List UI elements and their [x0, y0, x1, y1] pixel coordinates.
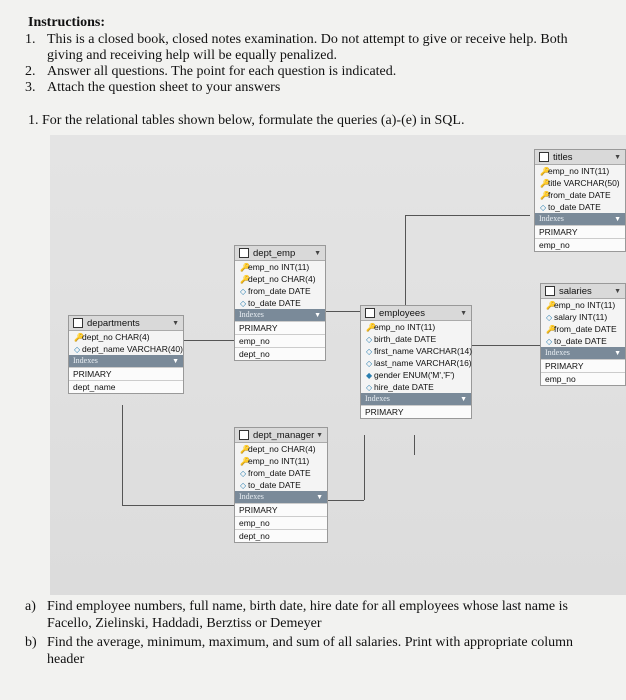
checkbox-icon: [539, 152, 549, 162]
indexes-bar: [69, 355, 183, 367]
key-icon: 🔑: [240, 457, 250, 466]
dropdown-icon: ▼: [316, 431, 323, 439]
key-icon: 🔑: [240, 275, 250, 284]
checkbox-icon: [239, 430, 249, 440]
column-label: title VARCHAR(50): [548, 178, 620, 188]
diamond-icon: ◇: [540, 203, 547, 212]
column-row: [69, 343, 183, 355]
relation-line: [324, 311, 364, 312]
column-row: [69, 331, 183, 343]
relation-line: [122, 505, 234, 506]
table-name: employees: [379, 307, 425, 319]
checkbox-icon: [545, 286, 555, 296]
checkbox-icon: [365, 308, 375, 318]
column-row: [361, 333, 471, 345]
column-label: to_date DATE: [248, 298, 301, 308]
column-row: [235, 285, 325, 297]
instruction-item: [25, 80, 585, 96]
table-name: salaries: [559, 285, 592, 297]
indexes-label: Indexes: [539, 214, 564, 223]
instruction-number: 3.: [25, 80, 36, 95]
dropdown-icon: ▼: [460, 309, 467, 317]
indexes-bar: [235, 309, 325, 321]
table-employees: [360, 305, 472, 419]
indexes-bar: [535, 213, 625, 225]
column-label: from_date DATE: [248, 468, 311, 478]
table-salaries: [540, 283, 626, 386]
diamond-icon: ◇: [240, 481, 247, 490]
column-label: birth_date DATE: [374, 334, 437, 344]
dropdown-icon: ▼: [172, 319, 179, 327]
instructions-title: Instructions:: [28, 15, 106, 30]
index-row: PRIMARY: [541, 359, 625, 372]
column-row: [361, 345, 471, 357]
table-name: departments: [87, 317, 140, 329]
column-label: to_date DATE: [548, 202, 601, 212]
column-row: [535, 189, 625, 201]
index-row: PRIMARY: [361, 405, 471, 418]
diamond-icon: ◇: [366, 383, 373, 392]
column-label: last_name VARCHAR(16): [374, 358, 472, 368]
index-row: PRIMARY: [235, 503, 327, 516]
table-header: [235, 428, 327, 443]
column-row: [541, 311, 625, 323]
key-icon: 🔑: [240, 445, 250, 454]
dropdown-icon: ▼: [314, 249, 321, 257]
key-icon: 🔑: [546, 301, 556, 310]
instruction-number: 2.: [25, 64, 36, 79]
relation-line: [405, 215, 530, 216]
indexes-bar: [361, 393, 471, 405]
index-row: dept_name: [69, 380, 183, 393]
column-label: dept_no CHAR(4): [248, 274, 316, 284]
table-header: [69, 316, 183, 331]
diamond-icon: ◇: [366, 359, 373, 368]
index-row: emp_no: [235, 516, 327, 529]
dropdown-icon: ▼: [172, 357, 179, 365]
question-letter: a): [25, 599, 36, 614]
question-letter: b): [25, 635, 37, 650]
relation-line: [122, 405, 123, 505]
column-label: first_name VARCHAR(14): [374, 346, 473, 356]
key-icon: 🔑: [540, 167, 550, 176]
column-label: emp_no INT(11): [374, 322, 436, 332]
diamond-icon: ◆: [366, 371, 373, 380]
dropdown-icon: ▼: [460, 395, 467, 403]
table-dept-emp: [234, 245, 326, 361]
relation-line: [364, 435, 365, 500]
question-item: [25, 634, 595, 668]
column-row: [235, 479, 327, 491]
index-row: PRIMARY: [235, 321, 325, 334]
column-label: hire_date DATE: [374, 382, 434, 392]
table-departments: [68, 315, 184, 394]
index-row: PRIMARY: [535, 225, 625, 238]
instruction-item: [25, 32, 585, 64]
column-label: emp_no INT(11): [548, 166, 610, 176]
column-label: from_date DATE: [554, 324, 617, 334]
er-diagram: [50, 135, 626, 595]
key-icon: 🔑: [74, 333, 84, 342]
dropdown-icon: ▼: [614, 153, 621, 161]
question-text: Find the average, minimum, maximum, and sum of all salaries. Print with appropriate column header: [47, 635, 574, 667]
column-row: [235, 443, 327, 455]
index-row: dept_no: [235, 529, 327, 542]
question-text: Find employee numbers, full name, birth date, hire date for all employees whose last name is Facello, Zielinski, Haddadi, Berztiss or Demeyer: [47, 599, 568, 631]
column-label: dept_name VARCHAR(40): [82, 344, 183, 354]
column-label: gender ENUM('M','F'): [374, 370, 455, 380]
column-row: [235, 273, 325, 285]
column-label: to_date DATE: [554, 336, 607, 346]
column-label: emp_no INT(11): [248, 262, 310, 272]
column-label: from_date DATE: [548, 190, 611, 200]
question-1: 1. For the relational tables shown below, formulate the queries (a)-(e) in SQL.: [28, 113, 465, 128]
dropdown-icon: ▼: [614, 215, 621, 223]
indexes-label: Indexes: [365, 394, 390, 403]
checkbox-icon: [239, 248, 249, 258]
table-header: [535, 150, 625, 165]
indexes-label: Indexes: [239, 310, 264, 319]
table-dept-manager: [234, 427, 328, 543]
index-row: dept_no: [235, 347, 325, 360]
instruction-text: This is a closed book, closed notes examination. Do not attempt to give or receive help. Both giving and receiving help will be equally penalized.: [47, 32, 568, 63]
indexes-label: Indexes: [545, 348, 570, 357]
index-row: emp_no: [235, 334, 325, 347]
diamond-icon: ◇: [366, 335, 373, 344]
diamond-icon: ◇: [546, 337, 553, 346]
column-row: [541, 323, 625, 335]
table-titles: [534, 149, 626, 252]
diamond-icon: ◇: [240, 469, 247, 478]
instruction-item: [25, 64, 585, 80]
table-header: [361, 306, 471, 321]
column-label: to_date DATE: [248, 480, 301, 490]
index-row: emp_no: [541, 372, 625, 385]
diamond-icon: ◇: [74, 345, 81, 354]
key-icon: 🔑: [540, 191, 550, 200]
relation-line: [324, 500, 364, 501]
index-row: PRIMARY: [69, 367, 183, 380]
table-header: [541, 284, 625, 299]
column-row: [361, 381, 471, 393]
diamond-icon: ◇: [366, 347, 373, 356]
column-label: from_date DATE: [248, 286, 311, 296]
column-row: [235, 467, 327, 479]
relation-line: [414, 435, 415, 455]
instruction-text: Answer all questions. The point for each question is indicated.: [47, 64, 397, 79]
column-row: [541, 299, 625, 311]
column-row: [361, 321, 471, 333]
column-row: [235, 261, 325, 273]
diamond-icon: ◇: [546, 313, 553, 322]
table-name: dept_emp: [253, 247, 296, 259]
questions-list: [25, 598, 595, 670]
diamond-icon: ◇: [240, 287, 247, 296]
dropdown-icon: ▼: [314, 311, 321, 319]
question-item: [25, 598, 595, 632]
column-row: [535, 165, 625, 177]
checkbox-icon: [73, 318, 83, 328]
key-icon: 🔑: [366, 323, 376, 332]
column-label: emp_no INT(11): [248, 456, 310, 466]
column-row: [361, 369, 471, 381]
diamond-icon: ◇: [240, 299, 247, 308]
column-label: dept_no CHAR(4): [248, 444, 316, 454]
indexes-bar: [541, 347, 625, 359]
column-row: [535, 177, 625, 189]
column-label: salary INT(11): [554, 312, 608, 322]
table-name: dept_manager: [253, 429, 315, 441]
column-row: [235, 455, 327, 467]
column-label: dept_no CHAR(4): [82, 332, 150, 342]
index-row: emp_no: [535, 238, 625, 251]
column-row: [535, 201, 625, 213]
key-icon: 🔑: [240, 263, 250, 272]
table-header: [235, 246, 325, 261]
column-row: [361, 357, 471, 369]
indexes-label: Indexes: [239, 492, 264, 501]
key-icon: 🔑: [546, 325, 556, 334]
key-icon: 🔑: [540, 179, 550, 188]
indexes-label: Indexes: [73, 356, 98, 365]
dropdown-icon: ▼: [316, 493, 323, 501]
dropdown-icon: ▼: [614, 287, 621, 295]
table-name: titles: [553, 151, 573, 163]
relation-line: [470, 345, 540, 346]
column-label: emp_no INT(11): [554, 300, 616, 310]
instruction-number: 1.: [25, 32, 36, 47]
column-row: [541, 335, 625, 347]
dropdown-icon: ▼: [614, 349, 621, 357]
indexes-bar: [235, 491, 327, 503]
instructions-list: [25, 32, 585, 96]
column-row: [235, 297, 325, 309]
instruction-text: Attach the question sheet to your answers: [47, 80, 281, 95]
